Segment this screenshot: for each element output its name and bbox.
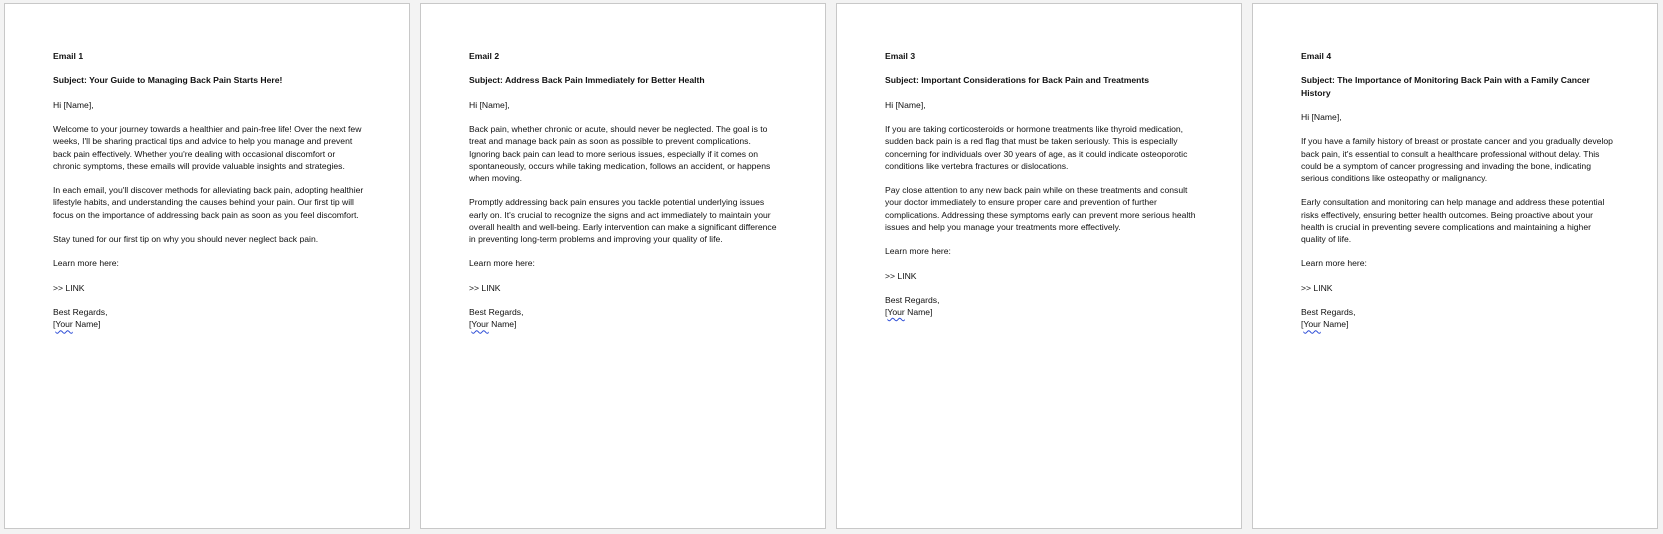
link-placeholder: >> LINK xyxy=(1301,282,1333,293)
sig-bracket: [ xyxy=(469,319,472,330)
email-1-content xyxy=(53,50,365,331)
email-signature xyxy=(1301,306,1613,330)
email-subject: Subject: Important Considerations for Back Pain and Treatments xyxy=(885,75,1150,86)
email-greeting: Hi [Name], xyxy=(53,99,94,110)
email-paragraph: Welcome to your journey towards a healthier and pain-free life! Over the next few weeks, I'll be sharing practical tips and advice to help you manage and prevent back pain effectively. Whether you're dealing with occasional discomfort or chronic symptoms, these emails will provide valuable insights and strategies. xyxy=(53,124,362,171)
email-3-content xyxy=(885,50,1197,318)
email-subject: Subject: The Importance of Monitoring Back Pain with a Family Cancer History xyxy=(1301,75,1590,98)
email-paragraph: Pay close attention to any new back pain while on these treatments and consult your doctor immediately to ensure proper care and prevention of further complications. Addressing these symptoms early can prevent more serious health issues and help you manage your treatments more effectively. xyxy=(885,185,1196,232)
learn-more-text: Learn more here: xyxy=(469,258,535,269)
email-greeting: Hi [Name], xyxy=(469,99,510,110)
email-signature xyxy=(53,306,365,330)
email-greeting: Hi [Name], xyxy=(1301,111,1342,122)
email-signature xyxy=(469,306,781,330)
email-2-content xyxy=(469,50,781,331)
email-paragraph: Back pain, whether chronic or acute, should never be neglected. The goal is to treat and manage back pain as soon as possible to prevent complications. Ignoring back pain can lead to more serious issues, especially if it comes on spontaneously, occurs while taking medication, follows an accident, or happens when moving. xyxy=(469,124,771,183)
email-paragraph: Early consultation and monitoring can help manage and address these potential risks effectively, ensuring better health outcomes. Being proactive about your health is crucial in preventing severe complications and maintaining a higher quality of life. xyxy=(1301,197,1605,244)
learn-more-text: Learn more here: xyxy=(885,246,951,257)
email-paragraph: Promptly addressing back pain ensures you tackle potential underlying issues early on. It's crucial to recognize the signs and act immediately to maintain your overall health and well-being. Early intervention can make a significant difference in preventing long-term problems and improving your quality of life. xyxy=(469,197,777,244)
page-email-1 xyxy=(4,3,410,529)
email-paragraph: In each email, you'll discover methods for alleviating back pain, adopting healthier lifestyle habits, and understanding the causes behind your pain. Our first tip will focus on the importance of addressing back pain as soon as you feel discomfort. xyxy=(53,185,364,220)
signature-name xyxy=(885,306,1197,318)
sig-name: Name] xyxy=(72,319,101,330)
spellcheck-word: Your xyxy=(1303,319,1321,330)
email-signature xyxy=(885,294,1197,318)
link-placeholder: >> LINK xyxy=(53,282,85,293)
learn-more-text: Learn more here: xyxy=(53,258,119,269)
signature-name xyxy=(469,318,781,330)
sig-bracket: [ xyxy=(885,307,888,318)
email-4-content xyxy=(1301,50,1613,331)
email-paragraph: If you are taking corticosteroids or hormone treatments like thyroid medication, sudden back pain is a red flag that must be taken seriously. This is especially concerning for individuals over 30 years of age, as it could indicate osteoporotic conditions like vertebra fractures or dislocations. xyxy=(885,124,1188,171)
regards-text: Best Regards, xyxy=(1301,307,1356,318)
page-email-3 xyxy=(836,3,1242,529)
sig-name: Name] xyxy=(488,319,517,330)
regards-text: Best Regards, xyxy=(469,307,524,318)
sig-name: Name] xyxy=(904,307,933,318)
signature-name xyxy=(1301,318,1613,330)
spellcheck-word: Your xyxy=(471,319,489,330)
email-greeting: Hi [Name], xyxy=(885,99,926,110)
email-heading: Email 3 xyxy=(885,51,916,61)
email-heading: Email 1 xyxy=(53,51,84,61)
link-placeholder: >> LINK xyxy=(469,282,501,293)
email-subject: Subject: Address Back Pain Immediately for Better Health xyxy=(469,75,705,86)
email-heading: Email 4 xyxy=(1301,51,1332,61)
link-placeholder: >> LINK xyxy=(885,270,917,281)
sig-bracket: [ xyxy=(53,319,56,330)
email-paragraph: Stay tuned for our first tip on why you should never neglect back pain. xyxy=(53,233,319,244)
email-paragraph: If you have a family history of breast or prostate cancer and you gradually develop back pain, it's essential to consult a healthcare professional without delay. This could be a symptom of cancer progressing and invading the bone, indicating serious conditions like osteopathy or malignancy. xyxy=(1301,136,1613,183)
email-subject: Subject: Your Guide to Managing Back Pain Starts Here! xyxy=(53,75,283,86)
learn-more-text: Learn more here: xyxy=(1301,258,1367,269)
spellcheck-word: Your xyxy=(55,319,73,330)
sig-name: Name] xyxy=(1320,319,1349,330)
regards-text: Best Regards, xyxy=(53,307,108,318)
spellcheck-word: Your xyxy=(887,307,905,318)
email-heading: Email 2 xyxy=(469,51,500,61)
sig-bracket: [ xyxy=(1301,319,1304,330)
page-email-4 xyxy=(1252,3,1658,529)
regards-text: Best Regards, xyxy=(885,294,940,305)
page-email-2 xyxy=(420,3,826,529)
signature-name xyxy=(53,318,365,330)
